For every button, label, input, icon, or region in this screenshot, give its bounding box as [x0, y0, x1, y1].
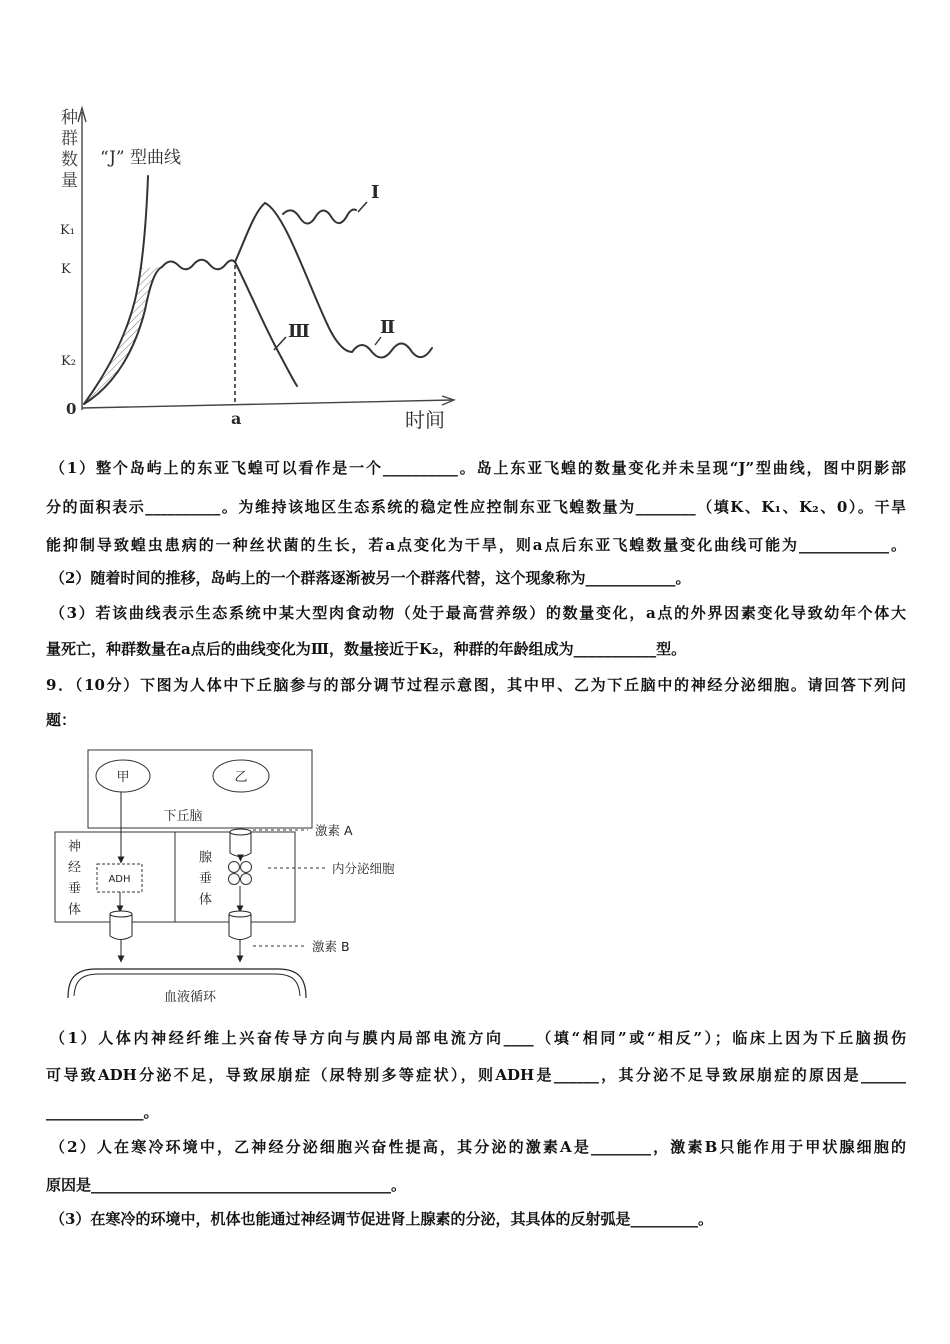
j-curve-label: “J” 型曲线	[100, 148, 181, 168]
hormone-a-cylinder	[230, 829, 251, 857]
q8-part3-line1: （3）若该曲线表示生态系统中某大型肉食动物（处于最高营养级）的数量变化，a点的外界因素变化导致幼年个体大	[50, 604, 906, 622]
hormone-b-cylinder	[229, 911, 251, 940]
y-tick-k1: K₁	[60, 223, 75, 238]
neurohypophysis-label: 神经垂体	[65, 839, 80, 923]
q9-part1-line2: 可导致ADH分泌不足，导致尿崩症（尿特别多等症状），则ADH是______，其分泌不足导致尿崩症的原因是______	[46, 1066, 906, 1084]
curve-iii-label: Ⅲ	[288, 321, 310, 342]
curve-i-leader	[358, 202, 367, 212]
hormone-b-label: 激素 B	[312, 939, 350, 954]
a-point-label: a	[231, 409, 242, 428]
cell-jia-label: 甲	[116, 770, 130, 785]
curve-rise-after-a	[235, 203, 265, 262]
adenohypophysis-label: 腺垂体	[196, 850, 211, 913]
hypothalamus-regulation-diagram	[50, 740, 420, 1010]
population-growth-figure	[40, 100, 470, 435]
y-tick-k: K	[61, 262, 71, 277]
q9-stem-line2: 题：	[46, 711, 77, 729]
q8-part1-line1: （1）整个岛屿上的东亚飞蝗可以看作是一个__________。岛上东亚飞蝗的数量变化并未呈现“J”型曲线，图中阴影部	[50, 459, 906, 477]
q9-part2-line2: 原因是________________________________________。	[46, 1176, 407, 1194]
curve-ii-leader	[375, 337, 381, 345]
endocrine-cell-label: 内分泌细胞	[332, 861, 395, 876]
endocrine-cells	[229, 862, 252, 885]
y-tick-k2: K₂	[61, 354, 76, 369]
q8-part3-line2: 量死亡，种群数量在a点后的曲线变化为Ⅲ，数量接近于K₂，种群的年龄组成为___________型。	[46, 640, 687, 658]
curve-i-label: Ⅰ	[371, 182, 380, 203]
q8-part1-line2: 分的面积表示__________。为维持该地区生态系统的稳定性应控制东亚飞蝗数量为________（填K、K₁、K₂、0）。干旱	[46, 498, 906, 516]
curve-iii-leader	[274, 337, 286, 350]
q9-part2-line1: （2）人在寒冷环境中，乙神经分泌细胞兴奋性提高，其分泌的激素A是________，激素B只能作用于甲状腺细胞的	[50, 1138, 906, 1156]
q8-part2: （2）随着时间的推移，岛屿上的一个群落逐渐被另一个群落代替，这个现象称为____________。	[50, 569, 691, 587]
q8-part1-line3: 能抑制导致蝗虫患病的一种丝状菌的生长，若a点变化为干旱，则a点后东亚飞蝗数量变化曲线可能为____________。	[46, 536, 906, 554]
curve-i	[283, 210, 356, 224]
blood-circulation-label: 血液循环	[163, 990, 217, 1005]
q9-part3: （3）在寒冷的环境中，机体也能通过神经调节促进肾上腺素的分泌，其具体的反射弧是_________。	[50, 1210, 713, 1228]
q9-part1-line1: （1）人体内神经纤维上兴奋传导方向与膜内局部电流方向____（填“相同”或“相反”）；临床上因为下丘脑损伤	[50, 1029, 906, 1047]
x-axis-label: 时间	[405, 408, 445, 432]
hypothalamus-label: 下丘脑	[163, 809, 203, 824]
origin-label: 0	[66, 400, 77, 418]
y-axis-label: 种群数量	[57, 108, 77, 192]
x-axis	[82, 400, 452, 408]
q9-part1-line3: _____________。	[46, 1103, 159, 1121]
q9-stem-line1: 9．（10分）下图为人体中下丘脑参与的部分调节过程示意图，其中甲、乙为下丘脑中的神经分泌细胞。请回答下列问	[46, 676, 906, 694]
cell-yi-label: 乙	[234, 770, 248, 785]
adh-label: ADH	[108, 874, 131, 885]
adh-release-cylinder	[110, 911, 132, 940]
curve-ii-label: Ⅱ	[380, 317, 396, 338]
hormone-a-label: 激素 A	[315, 823, 353, 838]
